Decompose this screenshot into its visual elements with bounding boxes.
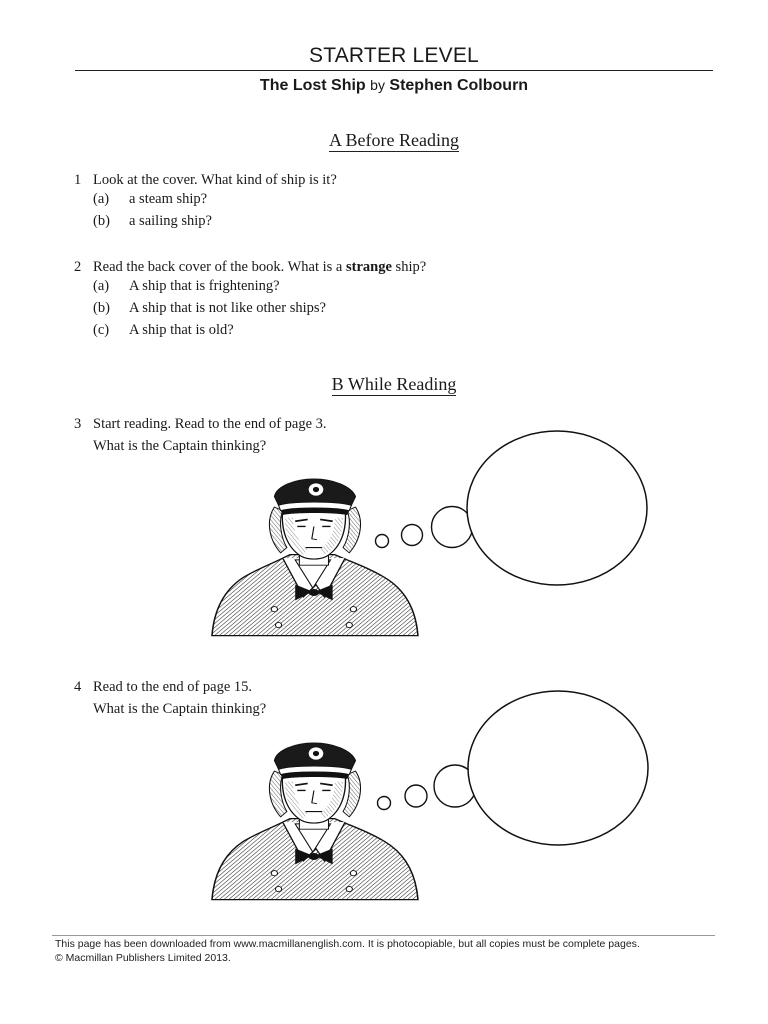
thought-dot-large	[432, 507, 473, 548]
option-label: (a)	[93, 278, 110, 294]
q2-text-after: ship?	[391, 259, 427, 275]
by-text: by	[370, 77, 385, 93]
thought-bubble-1	[467, 431, 647, 585]
option-text: A ship that is old?	[129, 322, 234, 338]
option-text: a steam ship?	[129, 191, 208, 207]
section-a-heading-text: A Before Reading	[329, 130, 459, 150]
section-b-heading-text: B While Reading	[331, 374, 457, 394]
level-title: STARTER LEVEL	[309, 44, 479, 67]
question-text: Look at the cover. What kind of ship is it?	[93, 172, 337, 188]
option-label: (b)	[93, 300, 110, 316]
q2-text-bold: strange	[346, 259, 392, 275]
thought-bubble-2	[468, 691, 648, 845]
option-label: (b)	[93, 213, 110, 229]
thought-dot-small	[378, 797, 391, 810]
author-name: Stephen Colbourn	[389, 77, 529, 94]
question-number: 3	[74, 416, 82, 432]
question-text-line-1: Start reading. Read to the end of page 3.	[93, 416, 327, 432]
option-label: (a)	[93, 191, 110, 207]
option-text: A ship that is frightening?	[129, 278, 280, 294]
question-number: 4	[74, 679, 82, 695]
footer	[55, 937, 640, 965]
thought-dot-medium	[405, 785, 427, 807]
footer-line-2: © Macmillan Publishers Limited 2013.	[55, 952, 231, 964]
option-text: A ship that is not like other ships?	[129, 300, 326, 316]
footer-line-1: This page has been downloaded from www.macmillanenglish.com. It is photocopiable, but all copies must be complete pages.	[55, 938, 640, 950]
thought-dot-small	[376, 535, 389, 548]
q2-text-before: Read the back cover of the book. What is a	[93, 259, 346, 275]
captain-illustration-1	[212, 479, 418, 636]
question-number: 1	[74, 172, 82, 188]
option-text: a sailing ship?	[129, 213, 212, 229]
footer-rule	[52, 935, 715, 936]
book-title: The Lost Ship	[259, 77, 366, 94]
question-text-line-1: Read to the end of page 15.	[93, 679, 253, 695]
thought-dot-medium	[402, 525, 423, 546]
question-number: 2	[74, 259, 82, 275]
question-text-line-2: What is the Captain thinking?	[93, 701, 267, 717]
question-text-line-2: What is the Captain thinking?	[93, 438, 267, 454]
option-label: (c)	[93, 322, 110, 338]
captain-illustration-2	[212, 743, 418, 900]
